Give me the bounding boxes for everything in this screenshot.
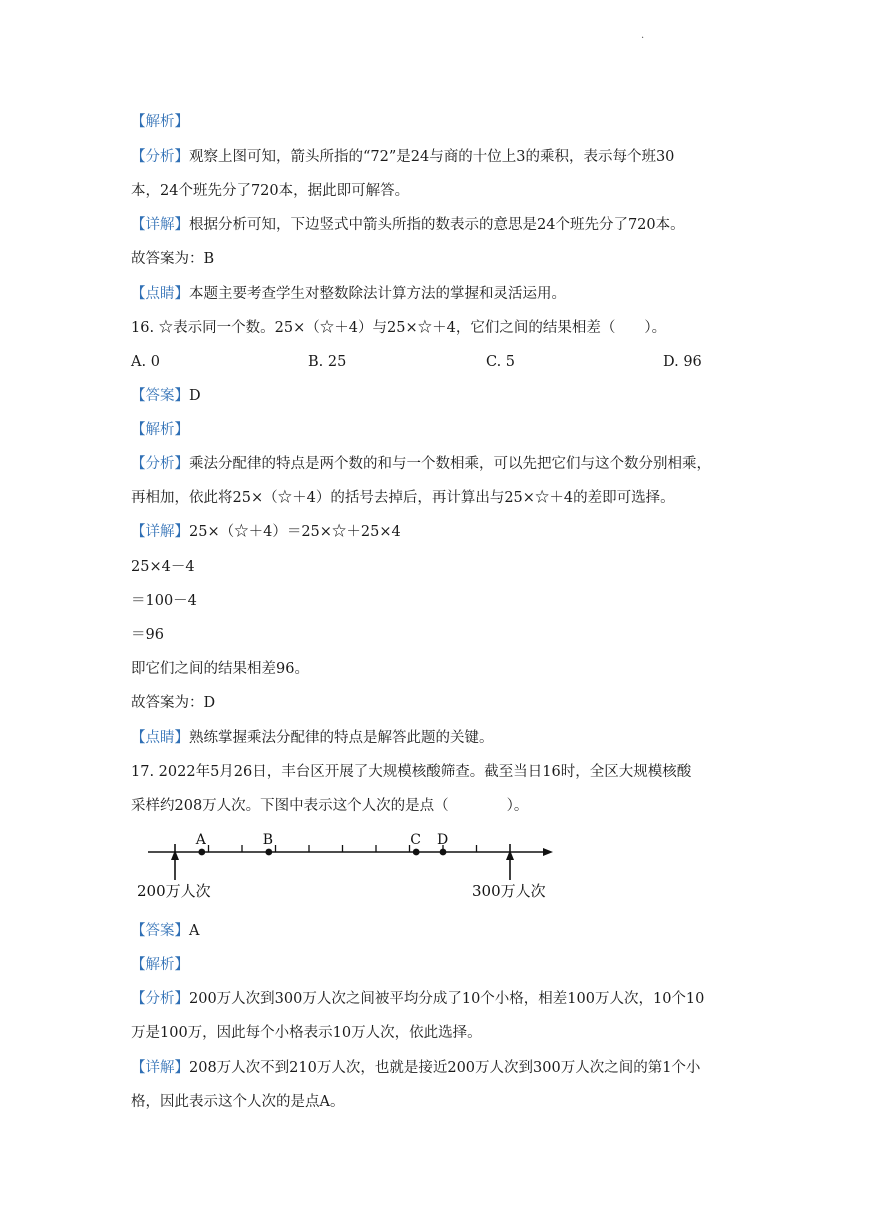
number-line bbox=[137, 832, 553, 900]
q17-fenxi-2: 万是100万，因此每个小格表示10万人次，依此选择。 bbox=[131, 1025, 482, 1041]
q17-fenxi-text: 200万人次到300万人次之间被平均分成了10个小格，相差100万人次，10个10 bbox=[189, 991, 705, 1007]
question-17-line-2: 采样约208万人次。下图中表示这个人次的是点（ ）。 bbox=[131, 798, 529, 814]
q17-xiangjie-1 bbox=[131, 1058, 700, 1078]
q16-calc-3: ＝96 bbox=[131, 627, 164, 643]
fenxi-tag: 【分析】 bbox=[131, 149, 189, 165]
q16-option-c: C. 5 bbox=[486, 354, 516, 370]
q17-xiangjie-tag: 【详解】 bbox=[131, 1060, 189, 1076]
start-label: 200万人次 bbox=[137, 882, 211, 900]
q16-answer-value: D bbox=[189, 388, 201, 404]
q17-xiangjie-2: 格，因此表示这个人次的是点A。 bbox=[131, 1094, 345, 1110]
q17-fenxi-1 bbox=[131, 989, 704, 1009]
q17-xiangjie-text: 208万人次不到210万人次，也就是接近200万人次到300万人次之间的第1个小 bbox=[189, 1060, 701, 1076]
q17-answer-tag: 【答案】 bbox=[131, 923, 189, 939]
q16-final: 故答案为：D bbox=[131, 695, 216, 711]
xiangjie-text: 根据分析可知，下边竖式中箭头所指的数表示的意思是24个班先分了720本。 bbox=[189, 217, 685, 233]
q16-jiexi: 【解析】 bbox=[131, 422, 189, 438]
q16-dianjing-text: 熟练掌握乘法分配律的特点是解答此题的关键。 bbox=[189, 730, 494, 746]
point-label-a: A bbox=[195, 832, 206, 848]
q16-option-b: B. 25 bbox=[308, 354, 347, 370]
dianjing-text: 本题主要考查学生对整数除法计算方法的掌握和灵活运用。 bbox=[189, 286, 566, 302]
fenxi-text: 观察上图可知，箭头所指的“72”是24与商的十位上3的乘积，表示每个班30 bbox=[189, 149, 675, 165]
q16-answer-tag: 【答案】 bbox=[131, 388, 189, 404]
q16-calc-2: ＝100－4 bbox=[131, 593, 197, 609]
q17-fenxi-tag: 【分析】 bbox=[131, 991, 189, 1007]
q17-jiexi: 【解析】 bbox=[131, 957, 189, 973]
q16-calc-1: 25×4－4 bbox=[131, 559, 195, 575]
q16-option-d: D. 96 bbox=[663, 354, 702, 370]
question-17-line-1: 17. 2022年5月26日，丰台区开展了大规模核酸筛查。截至当日16时，全区大规模核酸 bbox=[131, 764, 692, 780]
q16-fenxi-2: 再相加，依此将25×（☆＋4）的括号去掉后，再计算出与25×☆＋4的差即可选择。 bbox=[131, 490, 675, 506]
point-label-d: D bbox=[437, 832, 449, 848]
q16-conclusion: 即它们之间的结果相差96。 bbox=[131, 661, 309, 677]
point-c bbox=[413, 849, 420, 856]
point-b bbox=[265, 849, 272, 856]
q16-option-a: A. 0 bbox=[131, 354, 160, 370]
q16-fenxi-text: 乘法分配律的特点是两个数的和与一个数相乘，可以先把它们与这个数分别相乘， bbox=[189, 456, 711, 472]
q16-xiangjie-tag: 【详解】 bbox=[131, 524, 189, 540]
point-label-b: B bbox=[262, 832, 274, 848]
axis-arrowhead bbox=[543, 848, 553, 856]
xiangjie-tag: 【详解】 bbox=[131, 217, 189, 233]
point-a bbox=[198, 849, 205, 856]
q17-answer bbox=[131, 921, 199, 941]
end-label: 300万人次 bbox=[472, 882, 546, 900]
q16-dianjing-tag: 【点睛】 bbox=[131, 730, 189, 746]
point-label-c: C bbox=[410, 832, 421, 848]
point-d bbox=[440, 849, 447, 856]
answer-line: 故答案为：B bbox=[131, 251, 215, 267]
q16-xiangjie-text: 25×（☆＋4）＝25×☆＋25×4 bbox=[189, 524, 401, 540]
q17-answer-value: A bbox=[189, 923, 200, 939]
dianjing-tag: 【点睛】 bbox=[131, 286, 189, 302]
fenxi-line-2: 本，24个班先分了720本，据此即可解答。 bbox=[131, 183, 410, 199]
jiexi-label: 【解析】 bbox=[131, 114, 189, 130]
header-mark: . bbox=[641, 30, 645, 41]
q16-fenxi-tag: 【分析】 bbox=[131, 456, 189, 472]
question-16: 16. ☆表示同一个数。25×（☆＋4）与25×☆＋4，它们之间的结果相差（ ）。 bbox=[131, 320, 667, 336]
